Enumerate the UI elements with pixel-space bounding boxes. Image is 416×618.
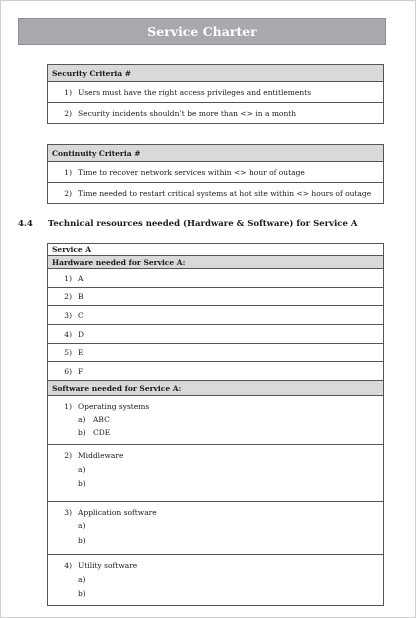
hardware-header	[48, 256, 383, 269]
service-resources-table	[47, 243, 384, 606]
sub-item-text: ABC	[93, 415, 110, 424]
item-text: Time to recover network services within <> hour of outage	[78, 167, 305, 177]
software-item	[48, 396, 383, 445]
table-row	[48, 103, 383, 123]
software-header	[48, 381, 383, 396]
item-number: 1)	[64, 167, 72, 177]
item-text: Application software	[78, 508, 157, 517]
table-row	[48, 306, 383, 325]
item-text: D	[78, 329, 85, 339]
table-row	[48, 325, 383, 344]
table-row	[48, 288, 383, 306]
item-text: Middleware	[78, 451, 124, 460]
software-item	[48, 555, 383, 605]
sub-item-letter: b)	[78, 536, 86, 545]
item-text: Utility software	[78, 561, 138, 570]
sub-item-letter: b)	[78, 428, 86, 437]
security-criteria-table	[47, 64, 384, 124]
continuity-criteria-header-label: Continuity Criteria #	[52, 148, 141, 158]
item-number: 1)	[64, 87, 72, 97]
item-text: A	[78, 273, 84, 283]
section-title: Technical resources needed (Hardware & Software) for Service A	[48, 219, 358, 229]
continuity-criteria-table	[47, 144, 384, 204]
sub-item-letter: b)	[78, 589, 86, 598]
software-item	[48, 502, 383, 555]
continuity-criteria-header	[48, 145, 383, 162]
service-title-row	[48, 244, 383, 256]
item-text: E	[78, 348, 84, 357]
page-banner	[18, 18, 386, 45]
item-text: Operating systems	[78, 402, 150, 411]
item-text: C	[78, 310, 84, 320]
item-number: 2)	[64, 292, 72, 301]
hardware-header-label: Hardware needed for Service A:	[52, 257, 186, 267]
item-number: 2)	[64, 188, 72, 198]
table-row	[48, 162, 383, 183]
section-number: 4.4	[18, 219, 33, 229]
item-text: Time needed to restart critical systems at hot site within <> hours of outage	[78, 188, 372, 198]
item-text: Users must have the right access privileges and entitlements	[78, 87, 312, 97]
item-number: 4)	[64, 329, 72, 339]
section-heading	[18, 219, 357, 229]
item-text: B	[78, 292, 84, 301]
item-number: 2)	[64, 108, 72, 118]
sub-item-letter: a)	[78, 465, 86, 474]
item-number: 1)	[64, 273, 72, 283]
item-number: 5)	[64, 348, 72, 357]
software-item	[48, 445, 383, 502]
table-row	[48, 269, 383, 288]
item-text: F	[78, 366, 84, 376]
item-number: 1)	[64, 402, 72, 411]
item-text: Security incidents shouldn’t be more than <> in a month	[78, 108, 297, 118]
banner-title: Service Charter	[147, 24, 257, 39]
table-row	[48, 82, 383, 103]
table-row	[48, 344, 383, 362]
software-header-label: Software needed for Service A:	[52, 383, 182, 393]
item-number: 6)	[64, 366, 72, 376]
item-number: 2)	[64, 451, 72, 460]
security-criteria-header	[48, 65, 383, 82]
sub-item-letter: b)	[78, 479, 86, 488]
security-criteria-header-label: Security Criteria #	[52, 68, 132, 78]
table-row	[48, 362, 383, 381]
sub-item-text: CDE	[93, 428, 111, 437]
item-number: 3)	[64, 508, 72, 517]
sub-item-letter: a)	[78, 575, 86, 584]
table-row	[48, 183, 383, 203]
item-number: 4)	[64, 561, 72, 570]
service-title: Service A	[52, 245, 92, 254]
sub-item-letter: a)	[78, 521, 86, 530]
item-number: 3)	[64, 310, 72, 320]
sub-item-letter: a)	[78, 415, 86, 424]
